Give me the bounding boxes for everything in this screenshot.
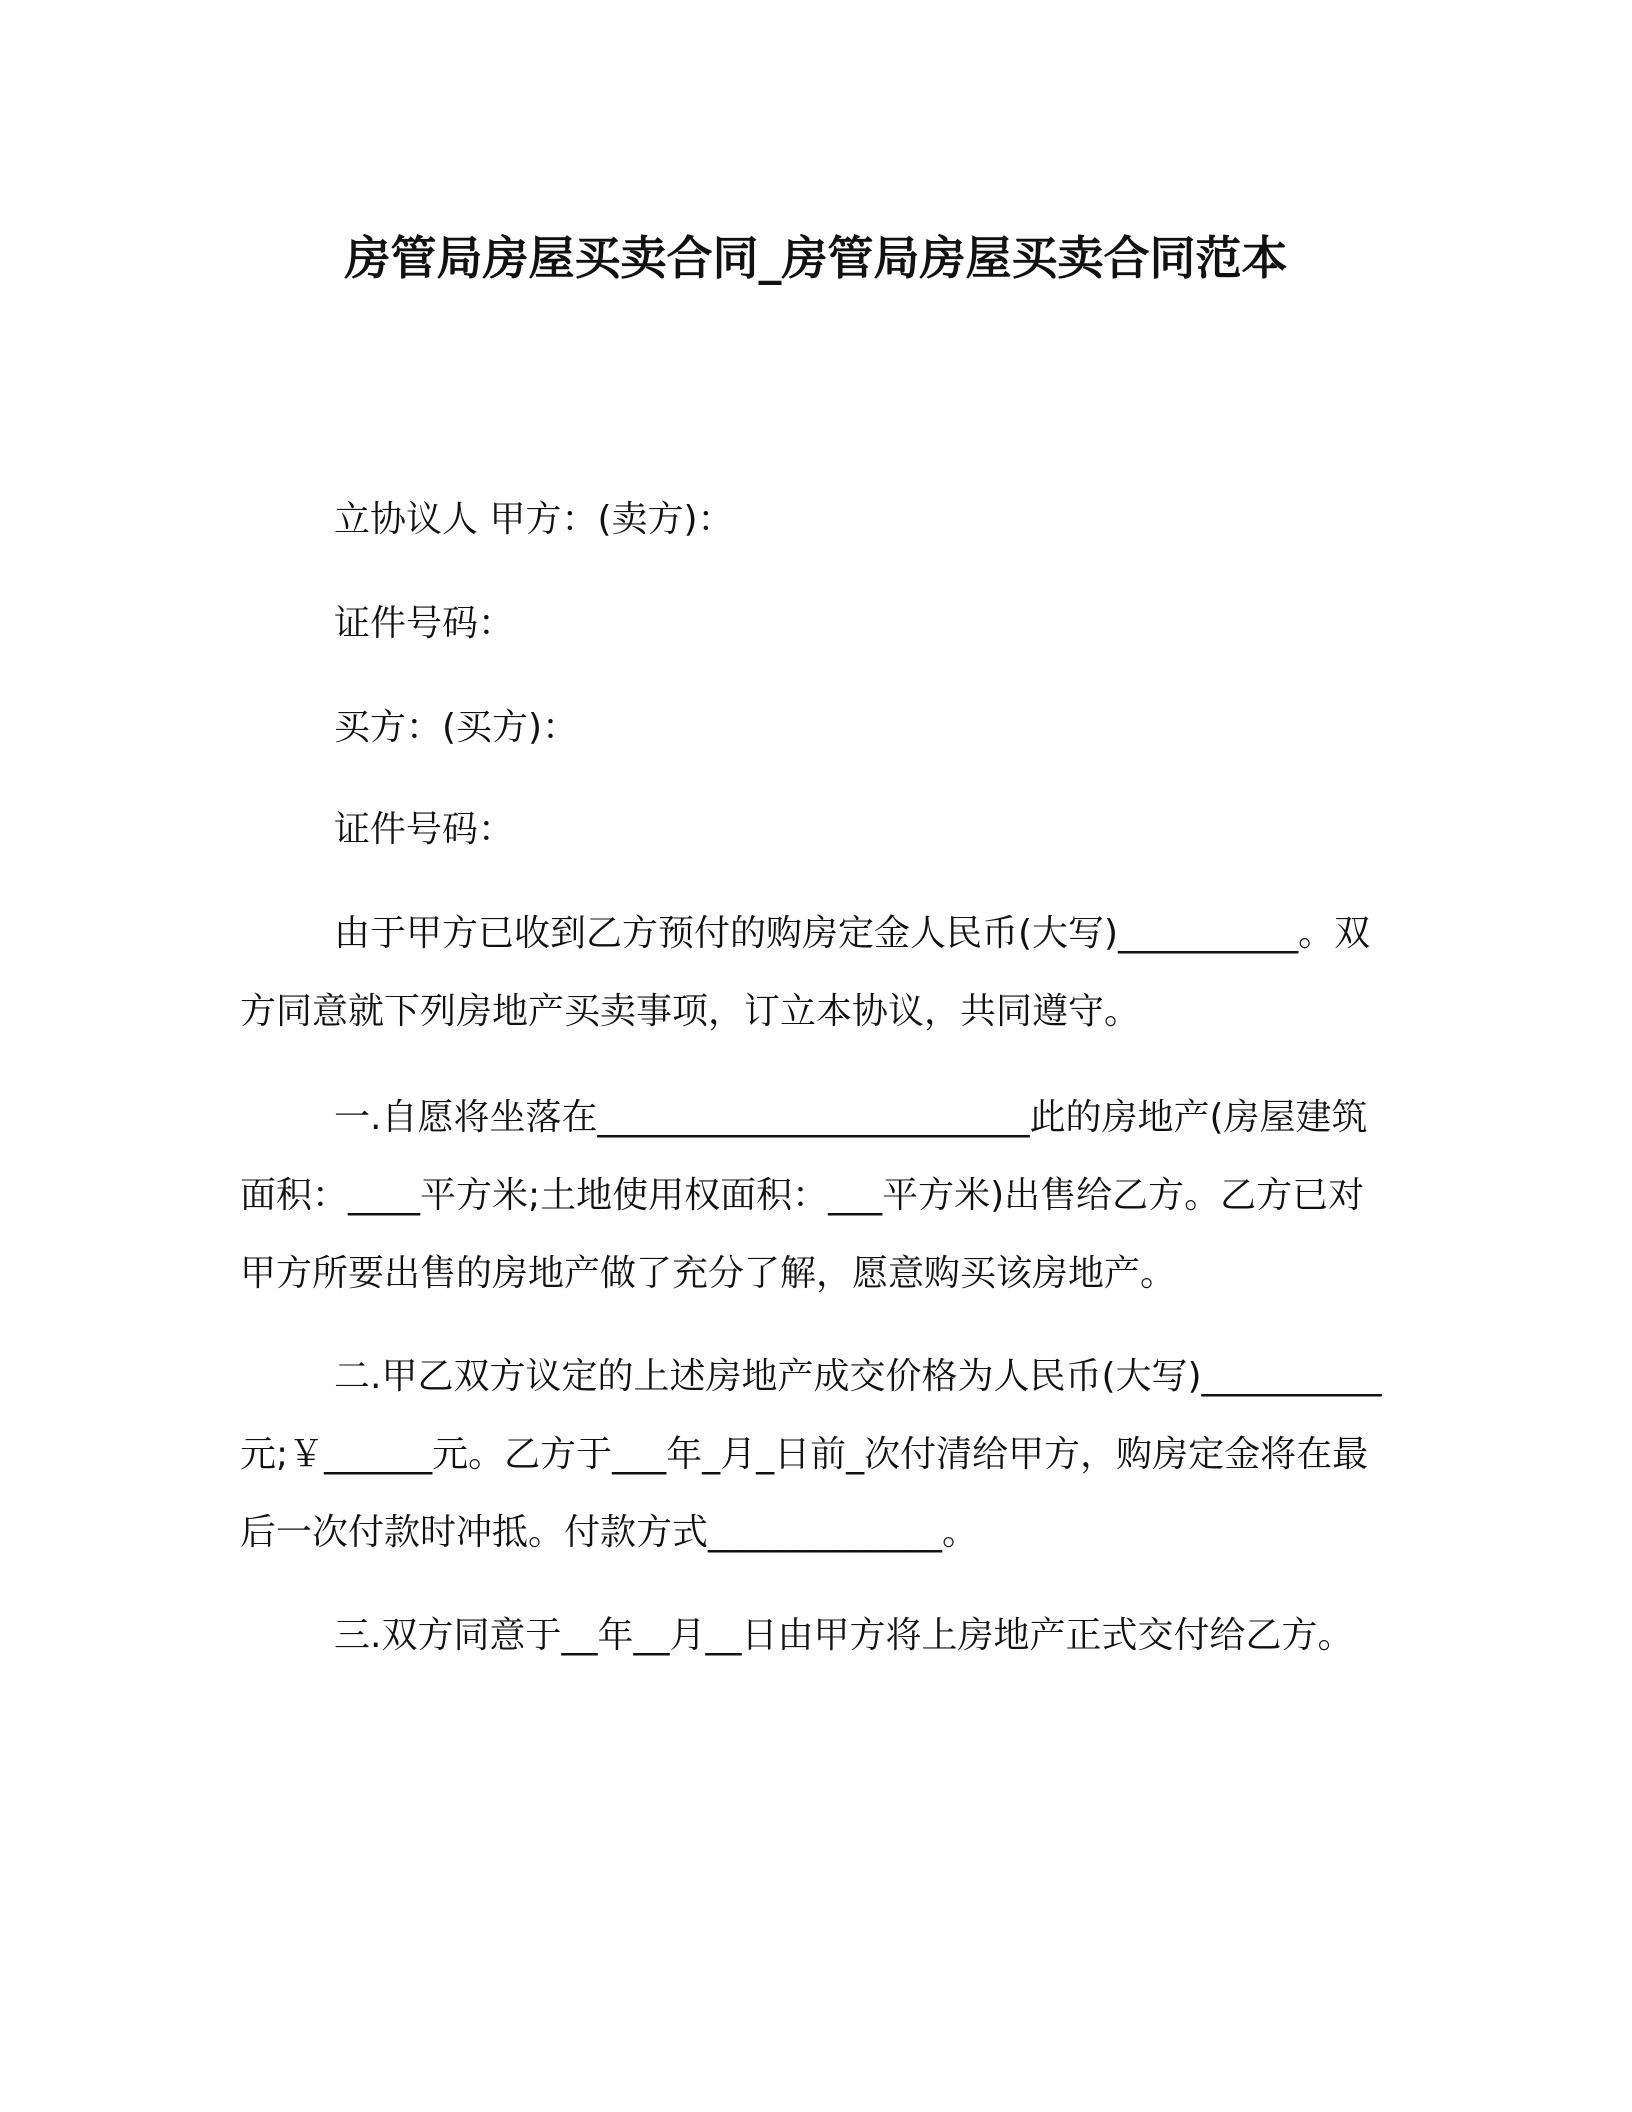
- seller-field: 立协议人 甲方：(卖方)：: [334, 499, 734, 540]
- intro-paragraph: [240, 895, 1390, 1051]
- document-title: 房管局房屋买卖合同_房管局房屋买卖合同范本: [344, 231, 1288, 285]
- seller-id-field: 证件号码：: [334, 603, 515, 644]
- clause-1-text: 一.自愿将坐落在________________________此的房地产(房屋建筑面积：____平方米;土地使用权面积：___平方米)出售给乙方。乙方已对甲方所要出售的房地产做了充分了解，愿意购买该房地产。: [240, 1097, 1368, 1294]
- clause-2-text: 二.甲乙双方议定的上述房地产成交价格为人民币(大写)__________元;￥______元。乙方于___年_月_日前_次付清给甲方，购房定金将在最后一次付款时冲抵。付款方式_____________。: [240, 1356, 1382, 1553]
- buyer-id-field: 证件号码：: [334, 809, 515, 850]
- buyer-field: 买方：(买方)：: [334, 707, 579, 748]
- clause-1-paragraph: [240, 1079, 1390, 1313]
- clause-3-text: 三.双方同意于__年__月__日由甲方将上房地产正式交付给乙方。: [334, 1615, 1354, 1656]
- intro-text: 由于甲方已收到乙方预付的购房定金人民币(大写)__________。双方同意就下列房地产买卖事项，订立本协议，共同遵守。: [240, 913, 1371, 1032]
- clause-3-paragraph: [240, 1597, 1390, 1675]
- clause-2-paragraph: [240, 1338, 1390, 1572]
